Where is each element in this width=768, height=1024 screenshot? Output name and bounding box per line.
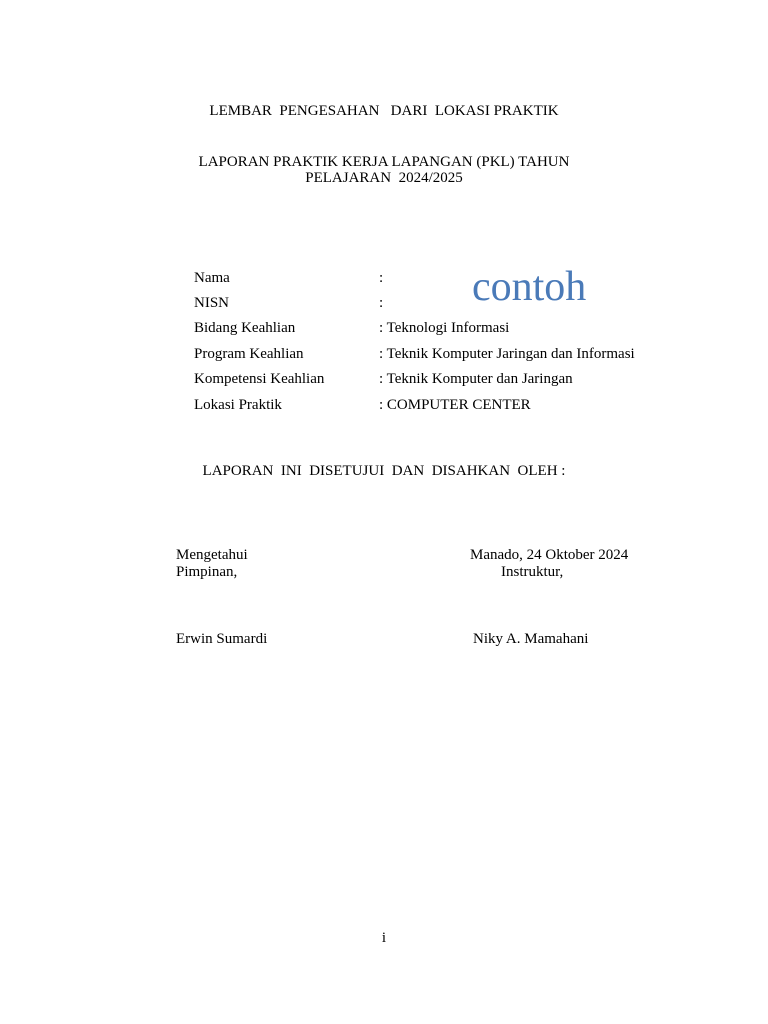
signature-left-name: Erwin Sumardi [176, 631, 268, 647]
field-label-bidang: Bidang Keahlian [194, 320, 296, 336]
field-value-nisn: : [379, 295, 384, 311]
signature-right-name: Niky A. Mamahani [473, 631, 589, 647]
field-label-kompetensi: Kompetensi Keahlian [194, 371, 325, 387]
signature-left-role: Pimpinan, [176, 564, 238, 580]
field-label-nama: Nama [194, 270, 230, 286]
watermark-text: contoh [472, 264, 587, 310]
field-label-nisn: NISN [194, 295, 230, 311]
approval-statement: LAPORAN INI DISETUJUI DAN DISAHKAN OLEH : [202, 463, 566, 479]
page-title: LEMBAR PENGESAHAN DARI LOKASI PRAKTIK [209, 103, 559, 119]
report-subtitle-line1: LAPORAN PRAKTIK KERJA LAPANGAN (PKL) TAHUN [198, 154, 570, 170]
report-subtitle-line2: PELAJARAN 2024/2025 [305, 170, 463, 186]
field-label-program: Program Keahlian [194, 346, 304, 362]
signature-right-place-date: Manado, 24 Oktober 2024 [470, 547, 629, 563]
page-number: i [381, 930, 387, 946]
signature-right-role: Instruktur, [501, 564, 564, 580]
signature-left-line1: Mengetahui [176, 547, 248, 563]
field-value-bidang: : Teknologi Informasi [379, 320, 510, 336]
field-value-kompetensi: : Teknik Komputer dan Jaringan [379, 371, 573, 387]
field-label-lokasi: Lokasi Praktik [194, 397, 282, 413]
field-value-program: : Teknik Komputer Jaringan dan Informasi [379, 346, 635, 362]
field-value-nama: : [379, 270, 384, 286]
field-value-lokasi: : COMPUTER CENTER [379, 397, 531, 413]
